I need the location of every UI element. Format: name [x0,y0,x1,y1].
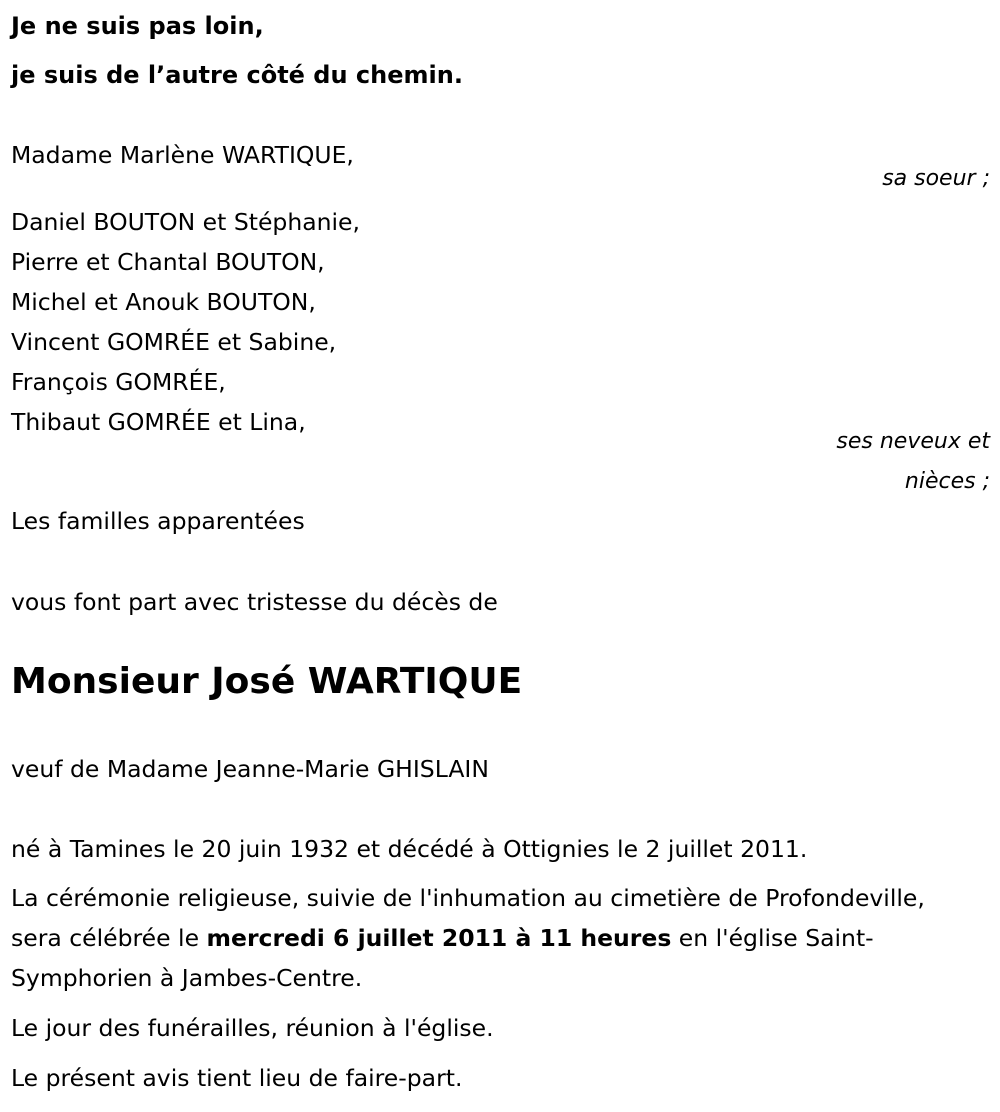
widower-text: veuf de Madame Jeanne-Marie GHISLAIN [11,755,489,783]
epigraph-line-2: je suis de l’autre côté du chemin. [11,61,463,89]
ceremony-part-2: en l'église Saint-Symphorien à Jambes-Centre. [11,924,874,992]
gathering-text: Le jour des funérailles, réunion à l'église. [11,1014,494,1042]
list-item: Daniel BOUTON et Stéphanie, [11,208,360,236]
list-item: Michel et Anouk BOUTON, [11,288,316,316]
nephews-relation-line-2: nièces ; [904,469,990,494]
deceased-name: Monsieur José WARTIQUE [11,661,523,702]
notice-text: Le présent avis tient lieu de faire-part. [11,1064,463,1092]
list-item: Pierre et Chantal BOUTON, [11,248,325,276]
list-item: Thibaut GOMRÉE et Lina, [11,408,306,436]
ceremony-date-time: mercredi 6 juillet 2011 à 11 heures [206,924,672,952]
nephews-list [11,202,360,442]
announcement-text: vous font part avec tristesse du décès de [11,588,498,616]
epigraph-line-1: Je ne suis pas loin, [11,12,264,40]
nephews-relation-line-1: ses neveux et [836,429,990,454]
list-item: Vincent GOMRÉE et Sabine, [11,328,337,356]
list-item: François GOMRÉE, [11,368,226,396]
families-text: Les familles apparentées [11,507,305,535]
birth-death-text: né à Tamines le 20 juin 1932 et décédé à Ottignies le 2 juillet 2011. [11,835,808,863]
sister-relation: sa soeur ; [882,166,990,191]
ceremony-part-1: La cérémonie religieuse, suivie de l'inhumation au cimetière de Profondeville, sera célébrée le [11,884,925,952]
ceremony-text [11,878,971,998]
sister-name: Madame Marlène WARTIQUE, [11,141,354,169]
